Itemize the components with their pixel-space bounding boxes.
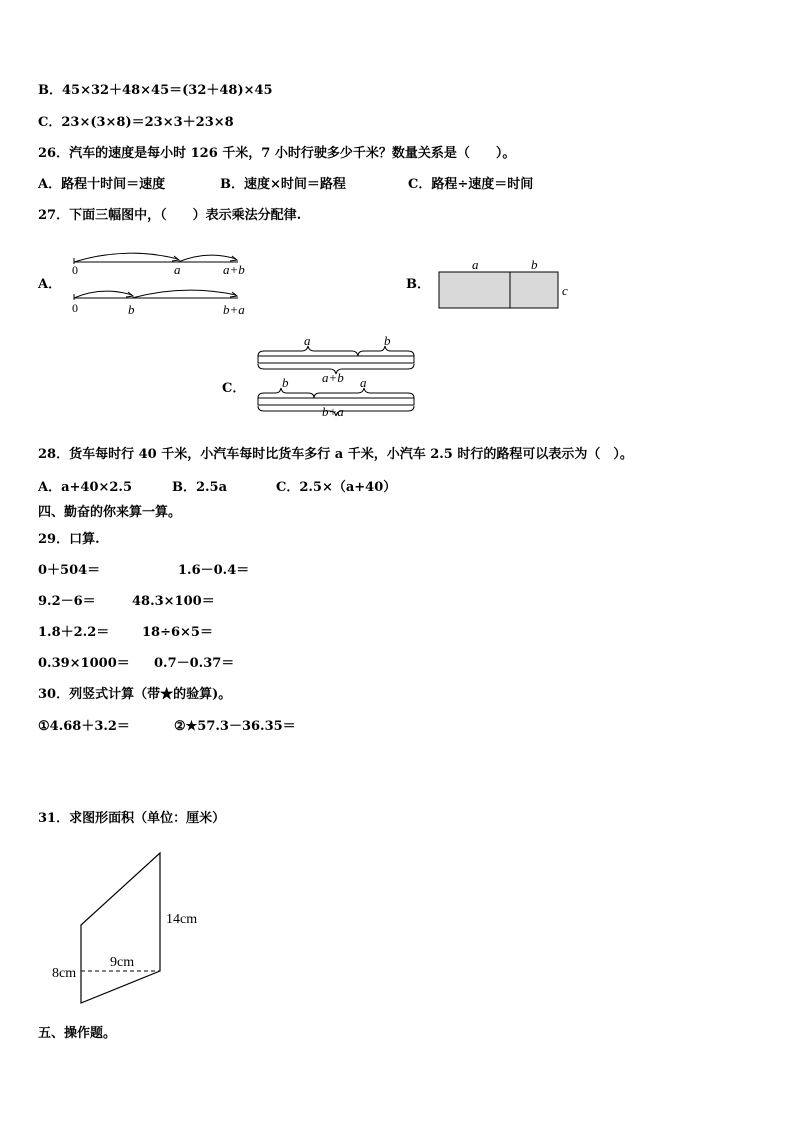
q28-option-b: B．2.5a <box>172 480 228 495</box>
q27-label-a: A． <box>38 277 62 292</box>
q27-stem: 27．下面三幅图中，（ ）表示乘法分配律. <box>38 208 302 223</box>
q28-stem: 28．货车每时行 40 千米，小汽车每时比货车多行 a 千米，小汽车 2.5 时行的路程可以表示为（ ）。 <box>38 447 633 462</box>
q29-item-7: 0.39×1000＝ <box>38 656 130 671</box>
figure-b-rectangles <box>436 255 576 315</box>
fig-a-label-a-plus-b: a+b <box>223 262 245 277</box>
q29-item-8: 0.7－0.37＝ <box>154 656 235 671</box>
q25-option-c: C．23×(3×8)＝23×3＋23×8 <box>38 115 234 130</box>
fig-a-zero-1: 0 <box>72 263 78 277</box>
fig-b-label-c: c <box>562 283 568 298</box>
q31-label-9cm: 9cm <box>110 955 135 970</box>
fig-b-label-b: b <box>531 257 538 272</box>
fig-c-label-a-1: a <box>304 336 311 348</box>
q29-item-4: 48.3×100＝ <box>132 594 215 609</box>
q26-option-c: C．路程÷速度＝时间 <box>408 177 534 192</box>
q26-stem: 26．汽车的速度是每小时 126 千米，7 小时行驶多少千米？数量关系是（ ）。 <box>38 146 516 161</box>
fig-c-label-b-2: b <box>282 375 289 390</box>
fig-a-label-b: b <box>128 302 135 317</box>
q30-item-2: ②★57.3－36.35＝ <box>174 719 296 734</box>
q31-stem: 31．求图形面积（单位：厘米） <box>38 811 226 826</box>
fig-a-zero-2: 0 <box>72 301 78 315</box>
fig-a-label-a: a <box>174 262 181 277</box>
q29-item-2: 1.6－0.4＝ <box>178 563 250 578</box>
q31-trapezoid-figure <box>46 845 216 1015</box>
q31-label-8cm: 8cm <box>52 966 77 981</box>
fig-a-label-b-plus-a: b+a <box>223 302 245 317</box>
fig-c-label-a-2: a <box>360 375 367 390</box>
fig-c-label-b-plus-a: b+a <box>322 404 344 419</box>
q30-stem: 30．列竖式计算（带★的验算)。 <box>38 687 232 702</box>
q29-stem: 29．口算. <box>38 532 100 547</box>
q25-option-b: B．45×32＋48×45＝(32＋48)×45 <box>38 83 273 98</box>
figure-a-number-lines <box>66 244 266 320</box>
q29-item-3: 9.2－6＝ <box>38 594 96 609</box>
q28-option-c: C．2.5×（a+40） <box>276 480 397 495</box>
q29-item-6: 18÷6×5＝ <box>142 625 213 640</box>
fig-b-label-a: a <box>472 257 479 272</box>
fig-c-label-b-1: b <box>384 336 391 348</box>
q31-label-14cm: 14cm <box>166 912 198 927</box>
q27-label-c: C． <box>222 381 246 396</box>
q29-item-5: 1.8＋2.2＝ <box>38 625 110 640</box>
fig-c-label-a-plus-b: a+b <box>322 370 344 385</box>
q28-option-a: A．a+40×2.5 <box>38 480 133 495</box>
q30-item-1: ①4.68＋3.2＝ <box>38 719 130 734</box>
q29-item-1: 0＋504＝ <box>38 563 101 578</box>
q26-option-b: B．速度×时间＝路程 <box>220 177 346 192</box>
section-4-heading: 四、勤奋的你来算一算。 <box>38 505 182 520</box>
q27-label-b: B． <box>406 277 430 292</box>
section-5-heading: 五、操作题。 <box>38 1026 117 1041</box>
q26-option-a: A．路程十时间＝速度 <box>38 177 166 192</box>
